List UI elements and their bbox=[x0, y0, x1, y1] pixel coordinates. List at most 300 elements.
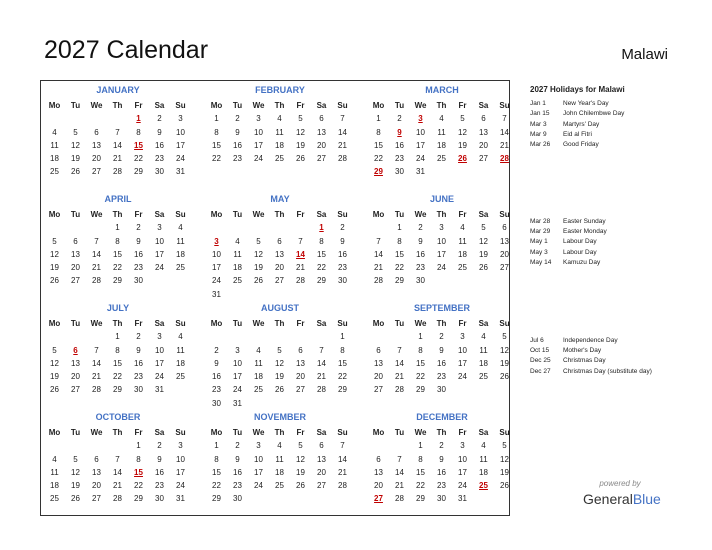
weekday-header: Sa bbox=[478, 319, 489, 328]
weekday-header: Su bbox=[337, 101, 348, 110]
empty-cell bbox=[389, 330, 410, 343]
day-cell: 6 bbox=[298, 345, 303, 355]
day-cell: 17 bbox=[254, 467, 263, 477]
day-cell: 11 bbox=[458, 236, 467, 246]
weekday-header: We bbox=[414, 210, 427, 219]
day-cell: 17 bbox=[155, 249, 164, 259]
day-cell: 17 bbox=[212, 263, 221, 273]
day-cell: 16 bbox=[233, 140, 242, 150]
day-cell: 17 bbox=[458, 467, 467, 477]
day-cell: 30 bbox=[437, 385, 446, 395]
day-cell: 1 bbox=[376, 114, 381, 124]
day-cell: 31 bbox=[233, 398, 242, 408]
day-cell: 10 bbox=[233, 358, 242, 368]
day-cell: 31 bbox=[155, 385, 164, 395]
day-cell: 25 bbox=[437, 154, 446, 164]
day-cell: 30 bbox=[416, 276, 425, 286]
day-cell: 5 bbox=[52, 345, 57, 355]
weekday-header: We bbox=[90, 210, 103, 219]
day-cell: 29 bbox=[134, 167, 143, 177]
day-cell: 16 bbox=[233, 467, 242, 477]
holiday-name: John Chilembwe Day bbox=[563, 110, 625, 118]
day-cell: 30 bbox=[212, 398, 221, 408]
weekday-header: Fr bbox=[134, 319, 143, 328]
day-cell: 1 bbox=[136, 441, 141, 451]
day-cell: 3 bbox=[235, 345, 240, 355]
holiday-name: Mother's Day bbox=[563, 347, 602, 355]
day-cell: 14 bbox=[113, 467, 122, 477]
month-name: MAY bbox=[270, 194, 290, 204]
weekday-header: Sa bbox=[154, 210, 165, 219]
month-name: SEPTEMBER bbox=[413, 303, 470, 313]
day-cell: 20 bbox=[317, 140, 326, 150]
day-cell: 25 bbox=[275, 154, 284, 164]
weekday-header: Th bbox=[274, 210, 285, 219]
weekday-header: Tu bbox=[394, 428, 405, 437]
month-grid bbox=[368, 208, 516, 288]
day-cell: 7 bbox=[94, 345, 99, 355]
weekday-header: Th bbox=[436, 210, 447, 219]
day-cell: 13 bbox=[479, 127, 488, 137]
day-cell: 4 bbox=[178, 332, 183, 342]
day-cell: 26 bbox=[479, 263, 488, 273]
holiday-day-cell: 9 bbox=[397, 127, 402, 137]
day-cell: 20 bbox=[71, 263, 80, 273]
day-cell: 28 bbox=[113, 494, 122, 504]
day-cell: 3 bbox=[256, 114, 261, 124]
day-cell: 17 bbox=[176, 140, 185, 150]
day-cell: 28 bbox=[296, 276, 305, 286]
day-cell: 13 bbox=[317, 454, 326, 464]
day-cell: 21 bbox=[296, 263, 305, 273]
empty-cell bbox=[107, 112, 128, 125]
day-cell: 27 bbox=[317, 154, 326, 164]
day-cell: 23 bbox=[233, 481, 242, 491]
weekday-header: Fr bbox=[458, 210, 467, 219]
day-cell: 30 bbox=[155, 494, 164, 504]
day-cell: 5 bbox=[502, 441, 507, 451]
day-cell: 21 bbox=[92, 263, 101, 273]
weekday-header: Tu bbox=[70, 210, 81, 219]
day-cell: 23 bbox=[155, 154, 164, 164]
day-cell: 14 bbox=[374, 249, 383, 259]
brand-logo[interactable] bbox=[583, 491, 661, 507]
page-title: 2027 Calendar bbox=[44, 36, 209, 64]
day-cell: 20 bbox=[374, 481, 383, 491]
calendar-box bbox=[40, 80, 510, 516]
day-cell: 20 bbox=[92, 154, 101, 164]
month-grid bbox=[44, 317, 192, 397]
day-cell: 12 bbox=[479, 236, 488, 246]
weekday-header: We bbox=[414, 101, 427, 110]
day-cell: 24 bbox=[458, 481, 467, 491]
weekday-header: Sa bbox=[478, 101, 489, 110]
month-grid bbox=[44, 99, 192, 179]
holiday-day-cell: 27 bbox=[374, 494, 383, 504]
day-cell: 11 bbox=[275, 454, 284, 464]
day-cell: 22 bbox=[134, 481, 143, 491]
day-cell: 4 bbox=[235, 236, 240, 246]
holiday-row bbox=[530, 336, 710, 346]
weekday-header: We bbox=[252, 101, 265, 110]
day-cell: 9 bbox=[157, 454, 162, 464]
day-cell: 29 bbox=[113, 276, 122, 286]
day-cell: 23 bbox=[437, 372, 446, 382]
day-cell: 6 bbox=[94, 127, 99, 137]
day-cell: 5 bbox=[481, 223, 486, 233]
weekday-header: Tu bbox=[70, 319, 81, 328]
day-cell: 28 bbox=[92, 385, 101, 395]
holiday-day-cell: 25 bbox=[479, 481, 488, 491]
empty-cell bbox=[86, 439, 107, 452]
day-cell: 6 bbox=[319, 441, 324, 451]
day-cell: 12 bbox=[458, 127, 467, 137]
holiday-name: Easter Sunday bbox=[563, 218, 606, 225]
day-cell: 2 bbox=[136, 223, 141, 233]
weekday-header: Mo bbox=[210, 210, 223, 219]
day-cell: 11 bbox=[50, 140, 59, 150]
day-cell: 17 bbox=[416, 140, 425, 150]
day-cell: 18 bbox=[275, 467, 284, 477]
weekday-header: Mo bbox=[48, 101, 61, 110]
holiday-row bbox=[530, 367, 710, 377]
day-cell: 26 bbox=[296, 154, 305, 164]
weekday-header: Tu bbox=[232, 319, 243, 328]
day-cell: 24 bbox=[254, 154, 263, 164]
holiday-day-cell: 3 bbox=[214, 236, 219, 246]
day-cell: 4 bbox=[439, 114, 444, 124]
holiday-date: Mar 28 bbox=[530, 218, 551, 225]
holiday-name: New Year's Day bbox=[563, 100, 609, 108]
month-name: JANUARY bbox=[96, 85, 140, 95]
day-cell: 18 bbox=[176, 249, 185, 259]
day-cell: 16 bbox=[395, 140, 404, 150]
day-cell: 24 bbox=[176, 481, 185, 491]
month-name: FEBRUARY bbox=[255, 85, 305, 95]
day-cell: 8 bbox=[418, 454, 423, 464]
day-cell: 19 bbox=[296, 467, 305, 477]
day-cell: 16 bbox=[155, 467, 164, 477]
day-cell: 4 bbox=[52, 454, 57, 464]
day-cell: 8 bbox=[214, 454, 219, 464]
day-cell: 28 bbox=[338, 154, 347, 164]
day-cell: 11 bbox=[254, 358, 263, 368]
month-grid bbox=[368, 99, 516, 179]
holiday-row bbox=[530, 356, 710, 366]
day-cell: 21 bbox=[92, 372, 101, 382]
holiday-date: Dec 25 bbox=[530, 357, 551, 365]
empty-cell bbox=[248, 221, 269, 234]
day-cell: 7 bbox=[115, 127, 120, 137]
day-cell: 1 bbox=[115, 223, 120, 233]
weekday-header: We bbox=[252, 210, 265, 219]
day-cell: 15 bbox=[113, 358, 122, 368]
day-cell: 24 bbox=[155, 372, 164, 382]
day-cell: 8 bbox=[115, 236, 120, 246]
day-cell: 25 bbox=[176, 372, 185, 382]
weekday-header: Tu bbox=[70, 101, 81, 110]
day-cell: 21 bbox=[500, 140, 509, 150]
day-cell: 13 bbox=[374, 358, 383, 368]
empty-cell bbox=[389, 439, 410, 452]
empty-cell bbox=[269, 221, 290, 234]
day-cell: 8 bbox=[136, 454, 141, 464]
day-cell: 28 bbox=[338, 481, 347, 491]
day-cell: 6 bbox=[376, 454, 381, 464]
weekday-header: Mo bbox=[210, 101, 223, 110]
holiday-row bbox=[530, 248, 710, 258]
day-cell: 12 bbox=[500, 345, 509, 355]
weekday-header: Fr bbox=[134, 101, 143, 110]
day-cell: 19 bbox=[458, 140, 467, 150]
day-cell: 31 bbox=[176, 494, 185, 504]
day-cell: 4 bbox=[481, 441, 486, 451]
empty-cell bbox=[227, 221, 248, 234]
weekday-header: Mo bbox=[48, 210, 61, 219]
weekday-header: Th bbox=[112, 101, 123, 110]
day-cell: 27 bbox=[296, 385, 305, 395]
holiday-row bbox=[530, 140, 710, 150]
weekday-header: Th bbox=[274, 319, 285, 328]
day-cell: 10 bbox=[176, 127, 185, 137]
empty-cell bbox=[107, 439, 128, 452]
empty-cell bbox=[368, 439, 389, 452]
holiday-day-cell: 1 bbox=[319, 223, 324, 233]
day-cell: 7 bbox=[340, 114, 345, 124]
day-cell: 8 bbox=[397, 236, 402, 246]
day-cell: 2 bbox=[235, 441, 240, 451]
day-cell: 22 bbox=[113, 372, 122, 382]
day-cell: 13 bbox=[275, 249, 284, 259]
day-cell: 22 bbox=[212, 154, 221, 164]
day-cell: 27 bbox=[479, 154, 488, 164]
day-cell: 30 bbox=[134, 276, 143, 286]
holiday-name: Christmas Day (substitute day) bbox=[563, 367, 652, 375]
day-cell: 15 bbox=[416, 358, 425, 368]
day-cell: 27 bbox=[92, 167, 101, 177]
holiday-name: Independence Day bbox=[563, 337, 618, 344]
empty-cell bbox=[44, 439, 65, 452]
empty-cell bbox=[86, 330, 107, 343]
day-cell: 27 bbox=[275, 276, 284, 286]
day-cell: 9 bbox=[439, 454, 444, 464]
day-cell: 15 bbox=[212, 467, 221, 477]
day-cell: 5 bbox=[502, 332, 507, 342]
day-cell: 3 bbox=[178, 114, 183, 124]
day-cell: 19 bbox=[50, 263, 59, 273]
weekday-header: Sa bbox=[316, 319, 327, 328]
weekday-header: Sa bbox=[154, 101, 165, 110]
weekday-header: Mo bbox=[48, 319, 61, 328]
day-cell: 29 bbox=[338, 385, 347, 395]
day-cell: 16 bbox=[338, 249, 347, 259]
day-cell: 28 bbox=[395, 494, 404, 504]
day-cell: 4 bbox=[277, 114, 282, 124]
weekday-header: Su bbox=[175, 210, 186, 219]
day-cell: 19 bbox=[275, 372, 284, 382]
day-cell: 5 bbox=[73, 127, 78, 137]
day-cell: 29 bbox=[395, 276, 404, 286]
day-cell: 12 bbox=[50, 358, 59, 368]
day-cell: 3 bbox=[178, 441, 183, 451]
day-cell: 23 bbox=[395, 154, 404, 164]
day-cell: 16 bbox=[134, 249, 143, 259]
day-cell: 4 bbox=[52, 127, 57, 137]
day-cell: 15 bbox=[338, 358, 347, 368]
day-cell: 2 bbox=[157, 114, 162, 124]
day-cell: 3 bbox=[157, 223, 162, 233]
powered-by-text: powered by bbox=[599, 479, 641, 488]
day-cell: 31 bbox=[212, 289, 221, 299]
day-cell: 24 bbox=[155, 263, 164, 273]
day-cell: 25 bbox=[254, 385, 263, 395]
empty-cell bbox=[86, 221, 107, 234]
month-october bbox=[44, 411, 192, 506]
day-cell: 13 bbox=[296, 358, 305, 368]
month-name: OCTOBER bbox=[95, 412, 141, 422]
day-cell: 30 bbox=[155, 167, 164, 177]
weekday-header: Su bbox=[337, 210, 348, 219]
day-cell: 26 bbox=[71, 167, 80, 177]
weekday-header: Fr bbox=[134, 210, 143, 219]
day-cell: 10 bbox=[254, 127, 263, 137]
day-cell: 16 bbox=[134, 358, 143, 368]
day-cell: 5 bbox=[298, 441, 303, 451]
weekday-header: Tu bbox=[70, 428, 81, 437]
day-cell: 27 bbox=[92, 494, 101, 504]
day-cell: 20 bbox=[296, 372, 305, 382]
empty-cell bbox=[86, 112, 107, 125]
day-cell: 30 bbox=[437, 494, 446, 504]
day-cell: 20 bbox=[275, 263, 284, 273]
day-cell: 14 bbox=[395, 467, 404, 477]
empty-cell bbox=[290, 221, 311, 234]
empty-cell bbox=[269, 330, 290, 343]
day-cell: 14 bbox=[395, 358, 404, 368]
day-cell: 29 bbox=[416, 494, 425, 504]
day-cell: 7 bbox=[397, 454, 402, 464]
day-cell: 19 bbox=[479, 249, 488, 259]
holiday-name: Martyrs' Day bbox=[563, 120, 600, 128]
day-cell: 25 bbox=[275, 481, 284, 491]
day-cell: 23 bbox=[416, 263, 425, 273]
day-cell: 24 bbox=[212, 276, 221, 286]
weekday-header: Mo bbox=[372, 428, 385, 437]
day-cell: 28 bbox=[374, 276, 383, 286]
day-cell: 11 bbox=[176, 236, 185, 246]
empty-cell bbox=[206, 221, 227, 234]
day-cell: 11 bbox=[479, 454, 488, 464]
day-cell: 18 bbox=[479, 467, 488, 477]
day-cell: 6 bbox=[94, 454, 99, 464]
day-cell: 10 bbox=[155, 345, 164, 355]
day-cell: 3 bbox=[157, 332, 162, 342]
holiday-day-cell: 14 bbox=[296, 249, 305, 259]
day-cell: 7 bbox=[340, 441, 345, 451]
holiday-date: Dec 27 bbox=[530, 367, 551, 375]
holiday-name: Christmas Day bbox=[563, 357, 606, 365]
day-cell: 4 bbox=[481, 332, 486, 342]
day-cell: 24 bbox=[254, 481, 263, 491]
holidays-title: 2027 Holidays for Malawi bbox=[530, 85, 625, 94]
month-grid bbox=[206, 99, 354, 165]
day-cell: 11 bbox=[479, 345, 488, 355]
empty-cell bbox=[248, 330, 269, 343]
day-cell: 11 bbox=[50, 467, 59, 477]
day-cell: 14 bbox=[500, 127, 509, 137]
day-cell: 6 bbox=[277, 236, 282, 246]
weekday-header: Fr bbox=[458, 428, 467, 437]
weekday-header: We bbox=[90, 319, 103, 328]
day-cell: 5 bbox=[256, 236, 261, 246]
day-cell: 10 bbox=[212, 249, 221, 259]
day-cell: 10 bbox=[176, 454, 185, 464]
day-cell: 7 bbox=[397, 345, 402, 355]
day-cell: 9 bbox=[157, 127, 162, 137]
day-cell: 13 bbox=[374, 467, 383, 477]
weekday-header: Tu bbox=[232, 210, 243, 219]
day-cell: 3 bbox=[439, 223, 444, 233]
day-cell: 8 bbox=[340, 345, 345, 355]
empty-cell bbox=[65, 112, 86, 125]
day-cell: 2 bbox=[397, 114, 402, 124]
month-february bbox=[206, 84, 354, 165]
empty-cell bbox=[44, 221, 65, 234]
day-cell: 22 bbox=[374, 154, 383, 164]
day-cell: 10 bbox=[416, 127, 425, 137]
month-name: JUNE bbox=[429, 194, 454, 204]
day-cell: 22 bbox=[338, 372, 347, 382]
weekday-header: Tu bbox=[394, 101, 405, 110]
day-cell: 3 bbox=[460, 332, 465, 342]
day-cell: 25 bbox=[50, 494, 59, 504]
holiday-list-3 bbox=[530, 336, 710, 377]
day-cell: 23 bbox=[134, 372, 143, 382]
day-cell: 28 bbox=[113, 167, 122, 177]
day-cell: 7 bbox=[319, 345, 324, 355]
empty-cell bbox=[44, 330, 65, 343]
day-cell: 18 bbox=[50, 154, 59, 164]
day-cell: 19 bbox=[50, 372, 59, 382]
empty-cell bbox=[311, 330, 332, 343]
empty-cell bbox=[227, 330, 248, 343]
day-cell: 9 bbox=[136, 345, 141, 355]
day-cell: 20 bbox=[317, 467, 326, 477]
day-cell: 4 bbox=[277, 441, 282, 451]
month-july bbox=[44, 302, 192, 397]
holiday-day-cell: 26 bbox=[458, 154, 467, 164]
day-cell: 25 bbox=[458, 263, 467, 273]
day-cell: 20 bbox=[92, 481, 101, 491]
day-cell: 12 bbox=[254, 249, 263, 259]
day-cell: 22 bbox=[395, 263, 404, 273]
month-name: JULY bbox=[106, 303, 130, 313]
holiday-row bbox=[530, 109, 710, 119]
day-cell: 27 bbox=[317, 481, 326, 491]
day-cell: 18 bbox=[176, 358, 185, 368]
weekday-header: Fr bbox=[458, 101, 467, 110]
day-cell: 8 bbox=[115, 345, 120, 355]
day-cell: 16 bbox=[437, 358, 446, 368]
day-cell: 26 bbox=[500, 372, 509, 382]
day-cell: 30 bbox=[395, 167, 404, 177]
weekday-header: Sa bbox=[478, 210, 489, 219]
day-cell: 1 bbox=[418, 332, 423, 342]
holiday-day-cell: 28 bbox=[500, 154, 509, 164]
holiday-date: Jan 1 bbox=[530, 100, 546, 108]
day-cell: 13 bbox=[317, 127, 326, 137]
empty-cell bbox=[368, 330, 389, 343]
